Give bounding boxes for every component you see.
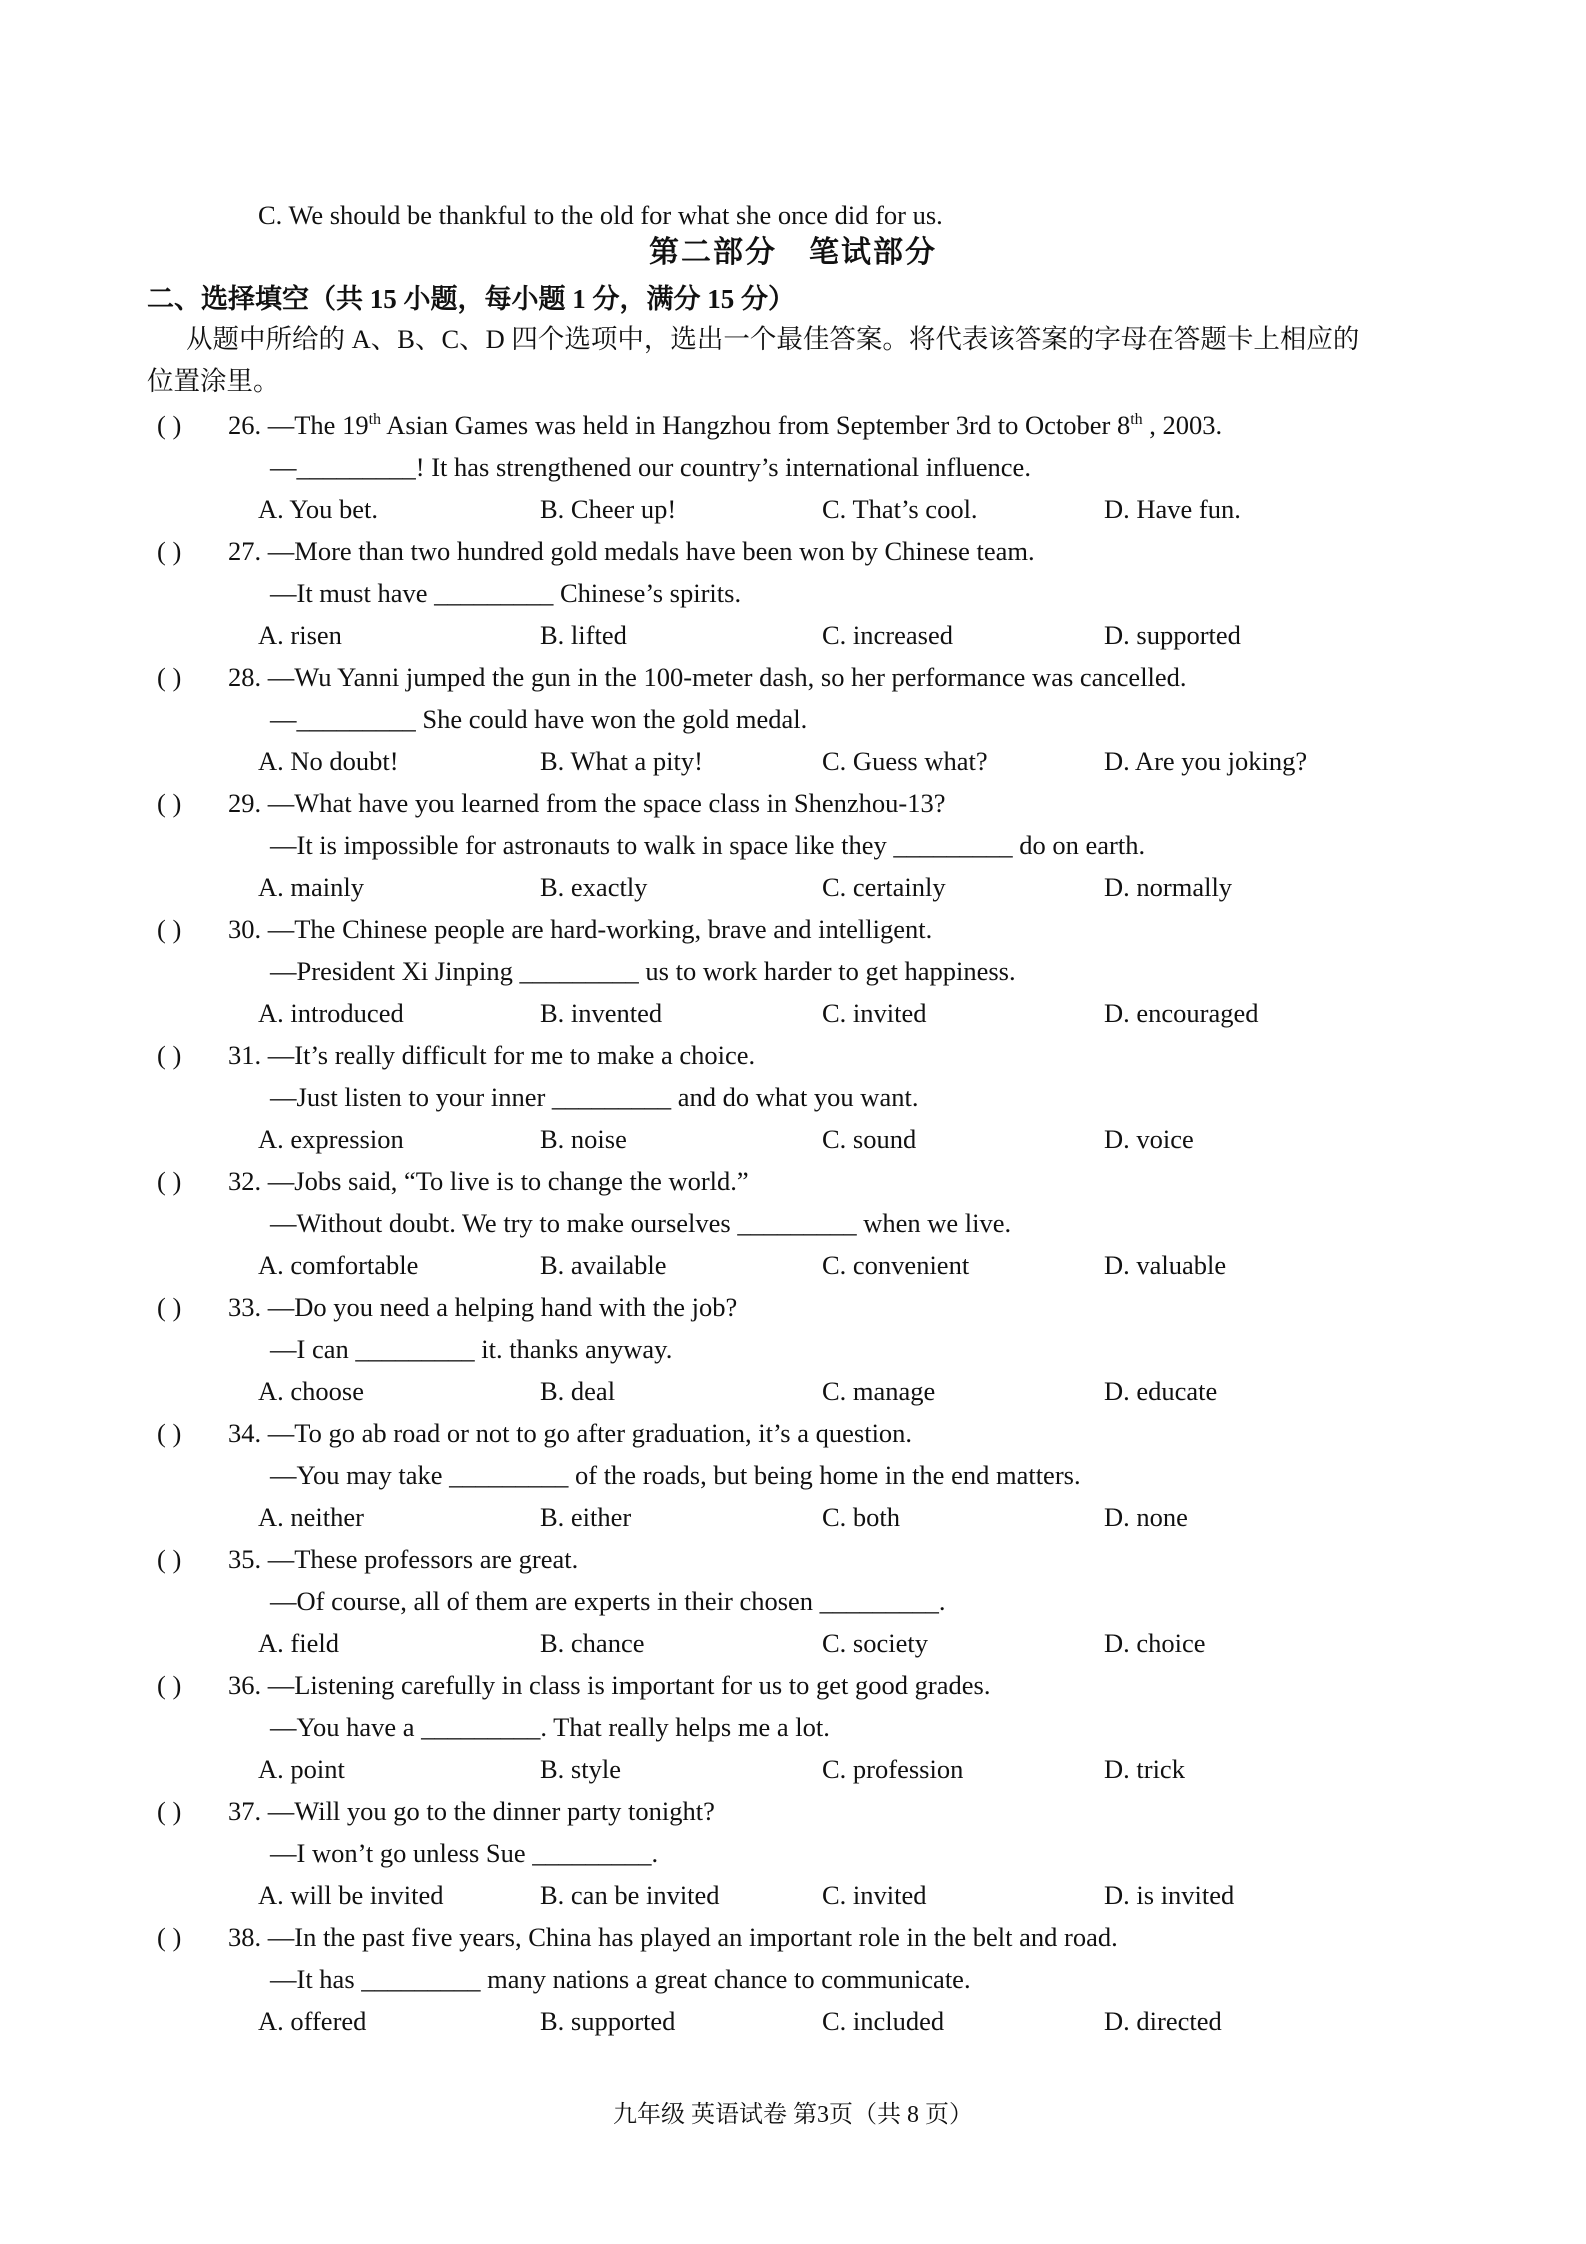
question-stem: 27. —More than two hundred gold medals have been won by Chinese team. <box>228 536 1035 566</box>
answer-paren: ( ) <box>157 788 182 818</box>
option-a: A. mainly <box>258 872 364 902</box>
question-item <box>0 1794 1586 1920</box>
option-b: B. supported <box>540 2006 676 2036</box>
option-d: D. valuable <box>1104 1250 1227 1280</box>
question-stem: 33. —Do you need a helping hand with the job? <box>228 1292 738 1322</box>
question-stem: 31. —It’s really difficult for me to make a choice. <box>228 1040 756 1070</box>
option-a: A. neither <box>258 1502 364 1532</box>
option-b: B. can be invited <box>540 1880 720 1910</box>
option-d: D. supported <box>1104 620 1241 650</box>
question-response: —It has _________ many nations a great chance to communicate. <box>270 1964 971 1994</box>
option-c: C. profession <box>822 1754 964 1784</box>
question-stem: 29. —What have you learned from the space class in Shenzhou-13? <box>228 788 946 818</box>
answer-paren: ( ) <box>157 1796 182 1826</box>
previous-question-option-c: C. We should be thankful to the old for what she once did for us. <box>258 200 943 230</box>
option-a: A. field <box>258 1628 339 1658</box>
question-item <box>0 1290 1586 1416</box>
instructions-line-2: 位置涂里。 <box>147 366 280 396</box>
question-response: —President Xi Jinping _________ us to work harder to get happiness. <box>270 956 1016 986</box>
option-b: B. available <box>540 1250 667 1280</box>
answer-paren: ( ) <box>157 1670 182 1700</box>
option-c: C. Guess what? <box>822 746 988 776</box>
option-a: A. risen <box>258 620 342 650</box>
option-a: A. offered <box>258 2006 367 2036</box>
instructions-line-1: 从题中所给的 A、B、C、D 四个选项中，选出一个最佳答案。将代表该答案的字母在答题卡上相应的 <box>186 324 1360 354</box>
superscript: th <box>1130 411 1143 429</box>
question-response: —Just listen to your inner _________ and do what you want. <box>270 1082 919 1112</box>
answer-paren: ( ) <box>157 1418 182 1448</box>
option-d: D. encouraged <box>1104 998 1259 1028</box>
question-item <box>0 786 1586 912</box>
option-b: B. noise <box>540 1124 627 1154</box>
question-stem <box>228 408 1222 442</box>
question-response: —I can _________ it. thanks anyway. <box>270 1334 673 1364</box>
question-response: —I won’t go unless Sue _________. <box>270 1838 659 1868</box>
question-stem: 32. —Jobs said, “To live is to change the world.” <box>228 1166 749 1196</box>
question-response: —Without doubt. We try to make ourselves _________ when we live. <box>270 1208 1012 1238</box>
option-a: A. point <box>258 1754 345 1784</box>
question-stem: 35. —These professors are great. <box>228 1544 579 1574</box>
question-response: —Of course, all of them are experts in their chosen _________. <box>270 1586 946 1616</box>
option-d: D. is invited <box>1104 1880 1235 1910</box>
option-c: C. That’s cool. <box>822 494 978 524</box>
option-d: D. voice <box>1104 1124 1194 1154</box>
question-item <box>0 1164 1586 1290</box>
question-item <box>0 660 1586 786</box>
option-d: D. educate <box>1104 1376 1218 1406</box>
option-c: C. convenient <box>822 1250 970 1280</box>
question-item <box>0 1542 1586 1668</box>
option-d: D. directed <box>1104 2006 1222 2036</box>
option-c: C. society <box>822 1628 928 1658</box>
answer-paren: ( ) <box>157 410 182 440</box>
answer-paren: ( ) <box>157 914 182 944</box>
option-d: D. trick <box>1104 1754 1185 1784</box>
option-b: B. invented <box>540 998 663 1028</box>
question-response: —It must have _________ Chinese’s spirits. <box>270 578 742 608</box>
option-c: C. sound <box>822 1124 917 1154</box>
option-d: D. none <box>1104 1502 1188 1532</box>
option-b: B. chance <box>540 1628 645 1658</box>
question-response: —_________! It has strengthened our country’s international influence. <box>270 452 1031 482</box>
option-c: C. manage <box>822 1376 936 1406</box>
section-heading: 二、选择填空（共 15 小题，每小题 1 分，满分 15 分） <box>147 284 795 314</box>
question-stem: 36. —Listening carefully in class is important for us to get good grades. <box>228 1670 991 1700</box>
option-b: B. either <box>540 1502 632 1532</box>
option-d: D. Have fun. <box>1104 494 1241 524</box>
question-response: —You have a _________. That really helps me a lot. <box>270 1712 830 1742</box>
option-c: C. invited <box>822 998 927 1028</box>
page-footer: 九年级 英语试卷 第3页（共 8 页） <box>613 2102 973 2128</box>
question-response: —_________ She could have won the gold medal. <box>270 704 808 734</box>
option-a: A. introduced <box>258 998 404 1028</box>
question-item <box>0 1668 1586 1794</box>
part-title: 第二部分 笔试部分 <box>649 236 937 269</box>
question-response: —You may take _________ of the roads, but being home in the end matters. <box>270 1460 1081 1490</box>
answer-paren: ( ) <box>157 1166 182 1196</box>
answer-paren: ( ) <box>157 1922 182 1952</box>
question-stem: 30. —The Chinese people are hard-working, brave and intelligent. <box>228 914 933 944</box>
option-c: C. included <box>822 2006 945 2036</box>
question-item <box>0 912 1586 1038</box>
stem-text: 26. —The 19 <box>228 410 369 440</box>
option-c: C. both <box>822 1502 901 1532</box>
option-b: B. exactly <box>540 872 648 902</box>
answer-paren: ( ) <box>157 1292 182 1322</box>
option-d: D. Are you joking? <box>1104 746 1308 776</box>
option-b: B. lifted <box>540 620 627 650</box>
question-item <box>0 1920 1586 2046</box>
option-a: A. choose <box>258 1376 364 1406</box>
option-c: C. invited <box>822 1880 927 1910</box>
answer-paren: ( ) <box>157 662 182 692</box>
question-stem: 28. —Wu Yanni jumped the gun in the 100-meter dash, so her performance was cancelled. <box>228 662 1187 692</box>
question-response: —It is impossible for astronauts to walk in space like they _________ do on earth. <box>270 830 1146 860</box>
question-stem: 37. —Will you go to the dinner party tonight? <box>228 1796 715 1826</box>
option-c: C. increased <box>822 620 953 650</box>
option-b: B. style <box>540 1754 621 1784</box>
option-d: D. choice <box>1104 1628 1206 1658</box>
option-a: A. will be invited <box>258 1880 444 1910</box>
question-item <box>0 534 1586 660</box>
stem-text: , 2003. <box>1142 410 1223 440</box>
stem-text: Asian Games was held in Hangzhou from September 3rd to October 8 <box>381 410 1131 440</box>
option-a: A. expression <box>258 1124 404 1154</box>
option-b: B. What a pity! <box>540 746 703 776</box>
option-b: B. deal <box>540 1376 616 1406</box>
answer-paren: ( ) <box>157 536 182 566</box>
option-c: C. certainly <box>822 872 946 902</box>
option-a: A. No doubt! <box>258 746 399 776</box>
option-a: A. You bet. <box>258 494 379 524</box>
option-d: D. normally <box>1104 872 1233 902</box>
option-b: B. Cheer up! <box>540 494 677 524</box>
option-a: A. comfortable <box>258 1250 419 1280</box>
question-stem: 34. —To go ab road or not to go after graduation, it’s a question. <box>228 1418 913 1448</box>
question-stem: 38. —In the past five years, China has played an important role in the belt and road. <box>228 1922 1118 1952</box>
question-item <box>0 1038 1586 1164</box>
answer-paren: ( ) <box>157 1544 182 1574</box>
question-26 <box>0 408 1586 534</box>
question-item <box>0 1416 1586 1542</box>
answer-paren: ( ) <box>157 1040 182 1070</box>
superscript: th <box>368 411 382 429</box>
